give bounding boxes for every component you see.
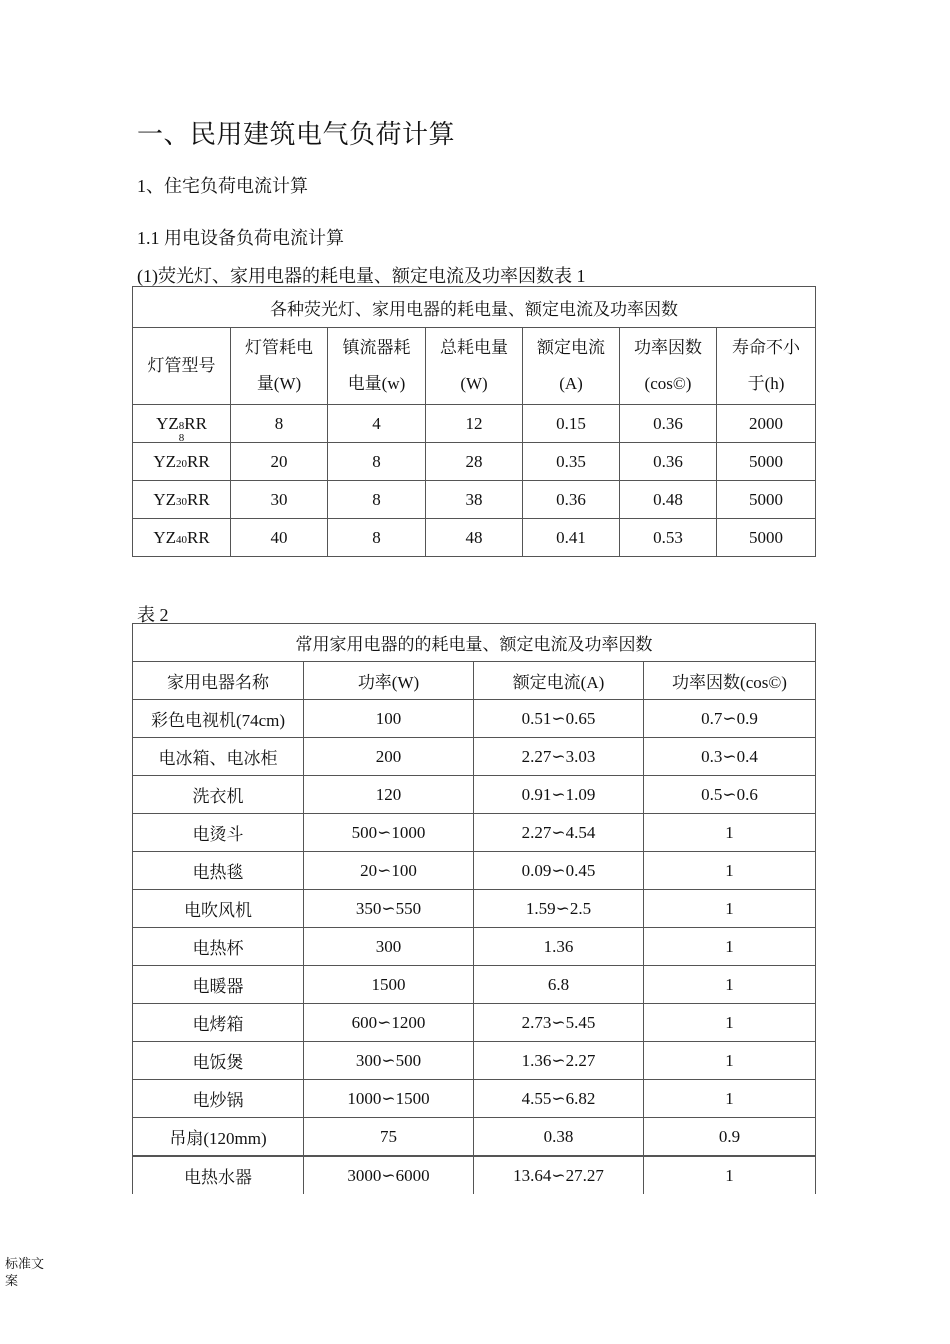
- table2-title: 常用家用电器的的耗电量、额定电流及功率因数: [133, 624, 816, 662]
- appliance-name: 电暖器: [133, 966, 304, 1004]
- appliance-name: 洗衣机: [133, 776, 304, 814]
- appliance-power-factor: 0.3∽0.4: [644, 738, 816, 776]
- appliance-power: 300∽500: [304, 1042, 474, 1080]
- appliance-current: 0.09∽0.45: [474, 852, 644, 890]
- appliance-name: 电烫斗: [133, 814, 304, 852]
- table-row: [133, 405, 816, 443]
- appliance-current: 0.38: [474, 1118, 644, 1157]
- appliance-name: 电热毯: [133, 852, 304, 890]
- table-cell: 4: [328, 405, 426, 443]
- appliance-power-factor: 1: [644, 966, 816, 1004]
- appliance-current: 13.64∽27.27: [474, 1156, 644, 1194]
- household-appliance-table: [132, 623, 816, 1194]
- appliance-current: 6.8: [474, 966, 644, 1004]
- appliance-current: 2.27∽4.54: [474, 814, 644, 852]
- table-row: [133, 1042, 816, 1080]
- appliance-current: 1.36∽2.27: [474, 1042, 644, 1080]
- table1-caption: (1)荧光灯、家用电器的耗电量、额定电流及功率因数表 1: [137, 266, 586, 286]
- table-row: [133, 814, 816, 852]
- table-cell: 20: [231, 443, 328, 481]
- document-heading: 一、民用建筑电气负荷计算: [137, 120, 456, 149]
- table1-header-rated-current: 额定电流(A): [523, 328, 620, 405]
- table-cell: 0.48: [620, 481, 717, 519]
- appliance-name: 吊扇(120mm): [133, 1118, 304, 1157]
- appliance-name: 电冰箱、电冰柜: [133, 738, 304, 776]
- table-cell: 0.36: [620, 405, 717, 443]
- appliance-power: 600∽1200: [304, 1004, 474, 1042]
- appliance-power: 200: [304, 738, 474, 776]
- table-row: [133, 1004, 816, 1042]
- appliance-power: 350∽550: [304, 890, 474, 928]
- appliance-power-factor: 1: [644, 814, 816, 852]
- table-cell: 8: [328, 481, 426, 519]
- appliance-name: 电饭煲: [133, 1042, 304, 1080]
- appliance-name: 电炒锅: [133, 1080, 304, 1118]
- table-row: [133, 890, 816, 928]
- appliance-power: 100: [304, 700, 474, 738]
- table2-header-current: 额定电流(A): [474, 662, 644, 700]
- appliance-power-factor: 1: [644, 1042, 816, 1080]
- table-cell: 2000: [717, 405, 816, 443]
- table1-header-model: 灯管型号: [133, 328, 231, 405]
- appliance-power: 20∽100: [304, 852, 474, 890]
- appliance-power: 1500: [304, 966, 474, 1004]
- table1-header-total-power: 总耗电量(W): [426, 328, 523, 405]
- table-cell: 0.36: [523, 481, 620, 519]
- table-cell: 40: [231, 519, 328, 557]
- table-cell: 8: [328, 443, 426, 481]
- table-row: [133, 852, 816, 890]
- appliance-power-factor: 1: [644, 852, 816, 890]
- table-row: [133, 1080, 816, 1118]
- appliance-power: 120: [304, 776, 474, 814]
- appliance-name: 电热杯: [133, 928, 304, 966]
- table1-header-lifetime: 寿命不小于(h): [717, 328, 816, 405]
- table-cell: 0.36: [620, 443, 717, 481]
- appliance-current: 1.59∽2.5: [474, 890, 644, 928]
- table1-header-tube-power: 灯管耗电量(W): [231, 328, 328, 405]
- lamp-model: YZ20RR: [133, 443, 231, 481]
- table1-title: 各种荧光灯、家用电器的耗电量、额定电流及功率因数: [133, 287, 816, 328]
- table1-header-power-factor: 功率因数(cos©): [620, 328, 717, 405]
- appliance-current: 0.91∽1.09: [474, 776, 644, 814]
- appliance-current: 0.51∽0.65: [474, 700, 644, 738]
- appliance-name: 电烤箱: [133, 1004, 304, 1042]
- table-row: [133, 738, 816, 776]
- table-row: [133, 776, 816, 814]
- table-cell: 5000: [717, 519, 816, 557]
- appliance-power-factor: 0.9: [644, 1118, 816, 1157]
- table2-header-name: 家用电器名称: [133, 662, 304, 700]
- appliance-power-factor: 1: [644, 890, 816, 928]
- table-cell: 0.15: [523, 405, 620, 443]
- appliance-name: 电吹风机: [133, 890, 304, 928]
- table-cell: 28: [426, 443, 523, 481]
- table-cell: 48: [426, 519, 523, 557]
- table-cell: 0.41: [523, 519, 620, 557]
- appliance-power-factor: 0.5∽0.6: [644, 776, 816, 814]
- appliance-current: 2.27∽3.03: [474, 738, 644, 776]
- table-row: [133, 1118, 816, 1157]
- table-row: [133, 966, 816, 1004]
- table-cell: 5000: [717, 443, 816, 481]
- appliance-power-factor: 1: [644, 928, 816, 966]
- subsection-heading: 1.1 用电设备负荷电流计算: [137, 228, 344, 248]
- table1-header-ballast-power: 镇流器耗电量(w): [328, 328, 426, 405]
- appliance-power-factor: 1: [644, 1080, 816, 1118]
- table-cell: 5000: [717, 481, 816, 519]
- appliance-power-factor: 1: [644, 1156, 816, 1194]
- lamp-model: YZ8RR 8: [133, 405, 231, 443]
- appliance-power: 500∽1000: [304, 814, 474, 852]
- appliance-power: 1000∽1500: [304, 1080, 474, 1118]
- fluorescent-lamp-table: [132, 286, 816, 557]
- appliance-current: 1.36: [474, 928, 644, 966]
- table-cell: 30: [231, 481, 328, 519]
- table-cell: 8: [328, 519, 426, 557]
- table-cell: 38: [426, 481, 523, 519]
- table-cell: 12: [426, 405, 523, 443]
- appliance-name: 彩色电视机(74cm): [133, 700, 304, 738]
- appliance-power: 75: [304, 1118, 474, 1157]
- table-cell: 0.53: [620, 519, 717, 557]
- table-row: [133, 700, 816, 738]
- appliance-power: 300: [304, 928, 474, 966]
- footer-label: 标准文案: [5, 1256, 45, 1288]
- table2-caption: 表 2: [137, 605, 169, 625]
- table-row: [133, 443, 816, 481]
- table2-header-power: 功率(W): [304, 662, 474, 700]
- appliance-name: 电热水器: [133, 1156, 304, 1194]
- table-cell: 8: [231, 405, 328, 443]
- appliance-current: 4.55∽6.82: [474, 1080, 644, 1118]
- section-heading: 1、住宅负荷电流计算: [137, 176, 308, 196]
- table-row: [133, 481, 816, 519]
- lamp-model: YZ40RR: [133, 519, 231, 557]
- lamp-model: YZ30RR: [133, 481, 231, 519]
- appliance-power: 3000∽6000: [304, 1156, 474, 1194]
- appliance-current: 2.73∽5.45: [474, 1004, 644, 1042]
- table-row: [133, 1156, 816, 1194]
- appliance-power-factor: 1: [644, 1004, 816, 1042]
- table2-header-power-factor: 功率因数(cos©): [644, 662, 816, 700]
- table-row: [133, 519, 816, 557]
- table-cell: 0.35: [523, 443, 620, 481]
- table-row: [133, 928, 816, 966]
- appliance-power-factor: 0.7∽0.9: [644, 700, 816, 738]
